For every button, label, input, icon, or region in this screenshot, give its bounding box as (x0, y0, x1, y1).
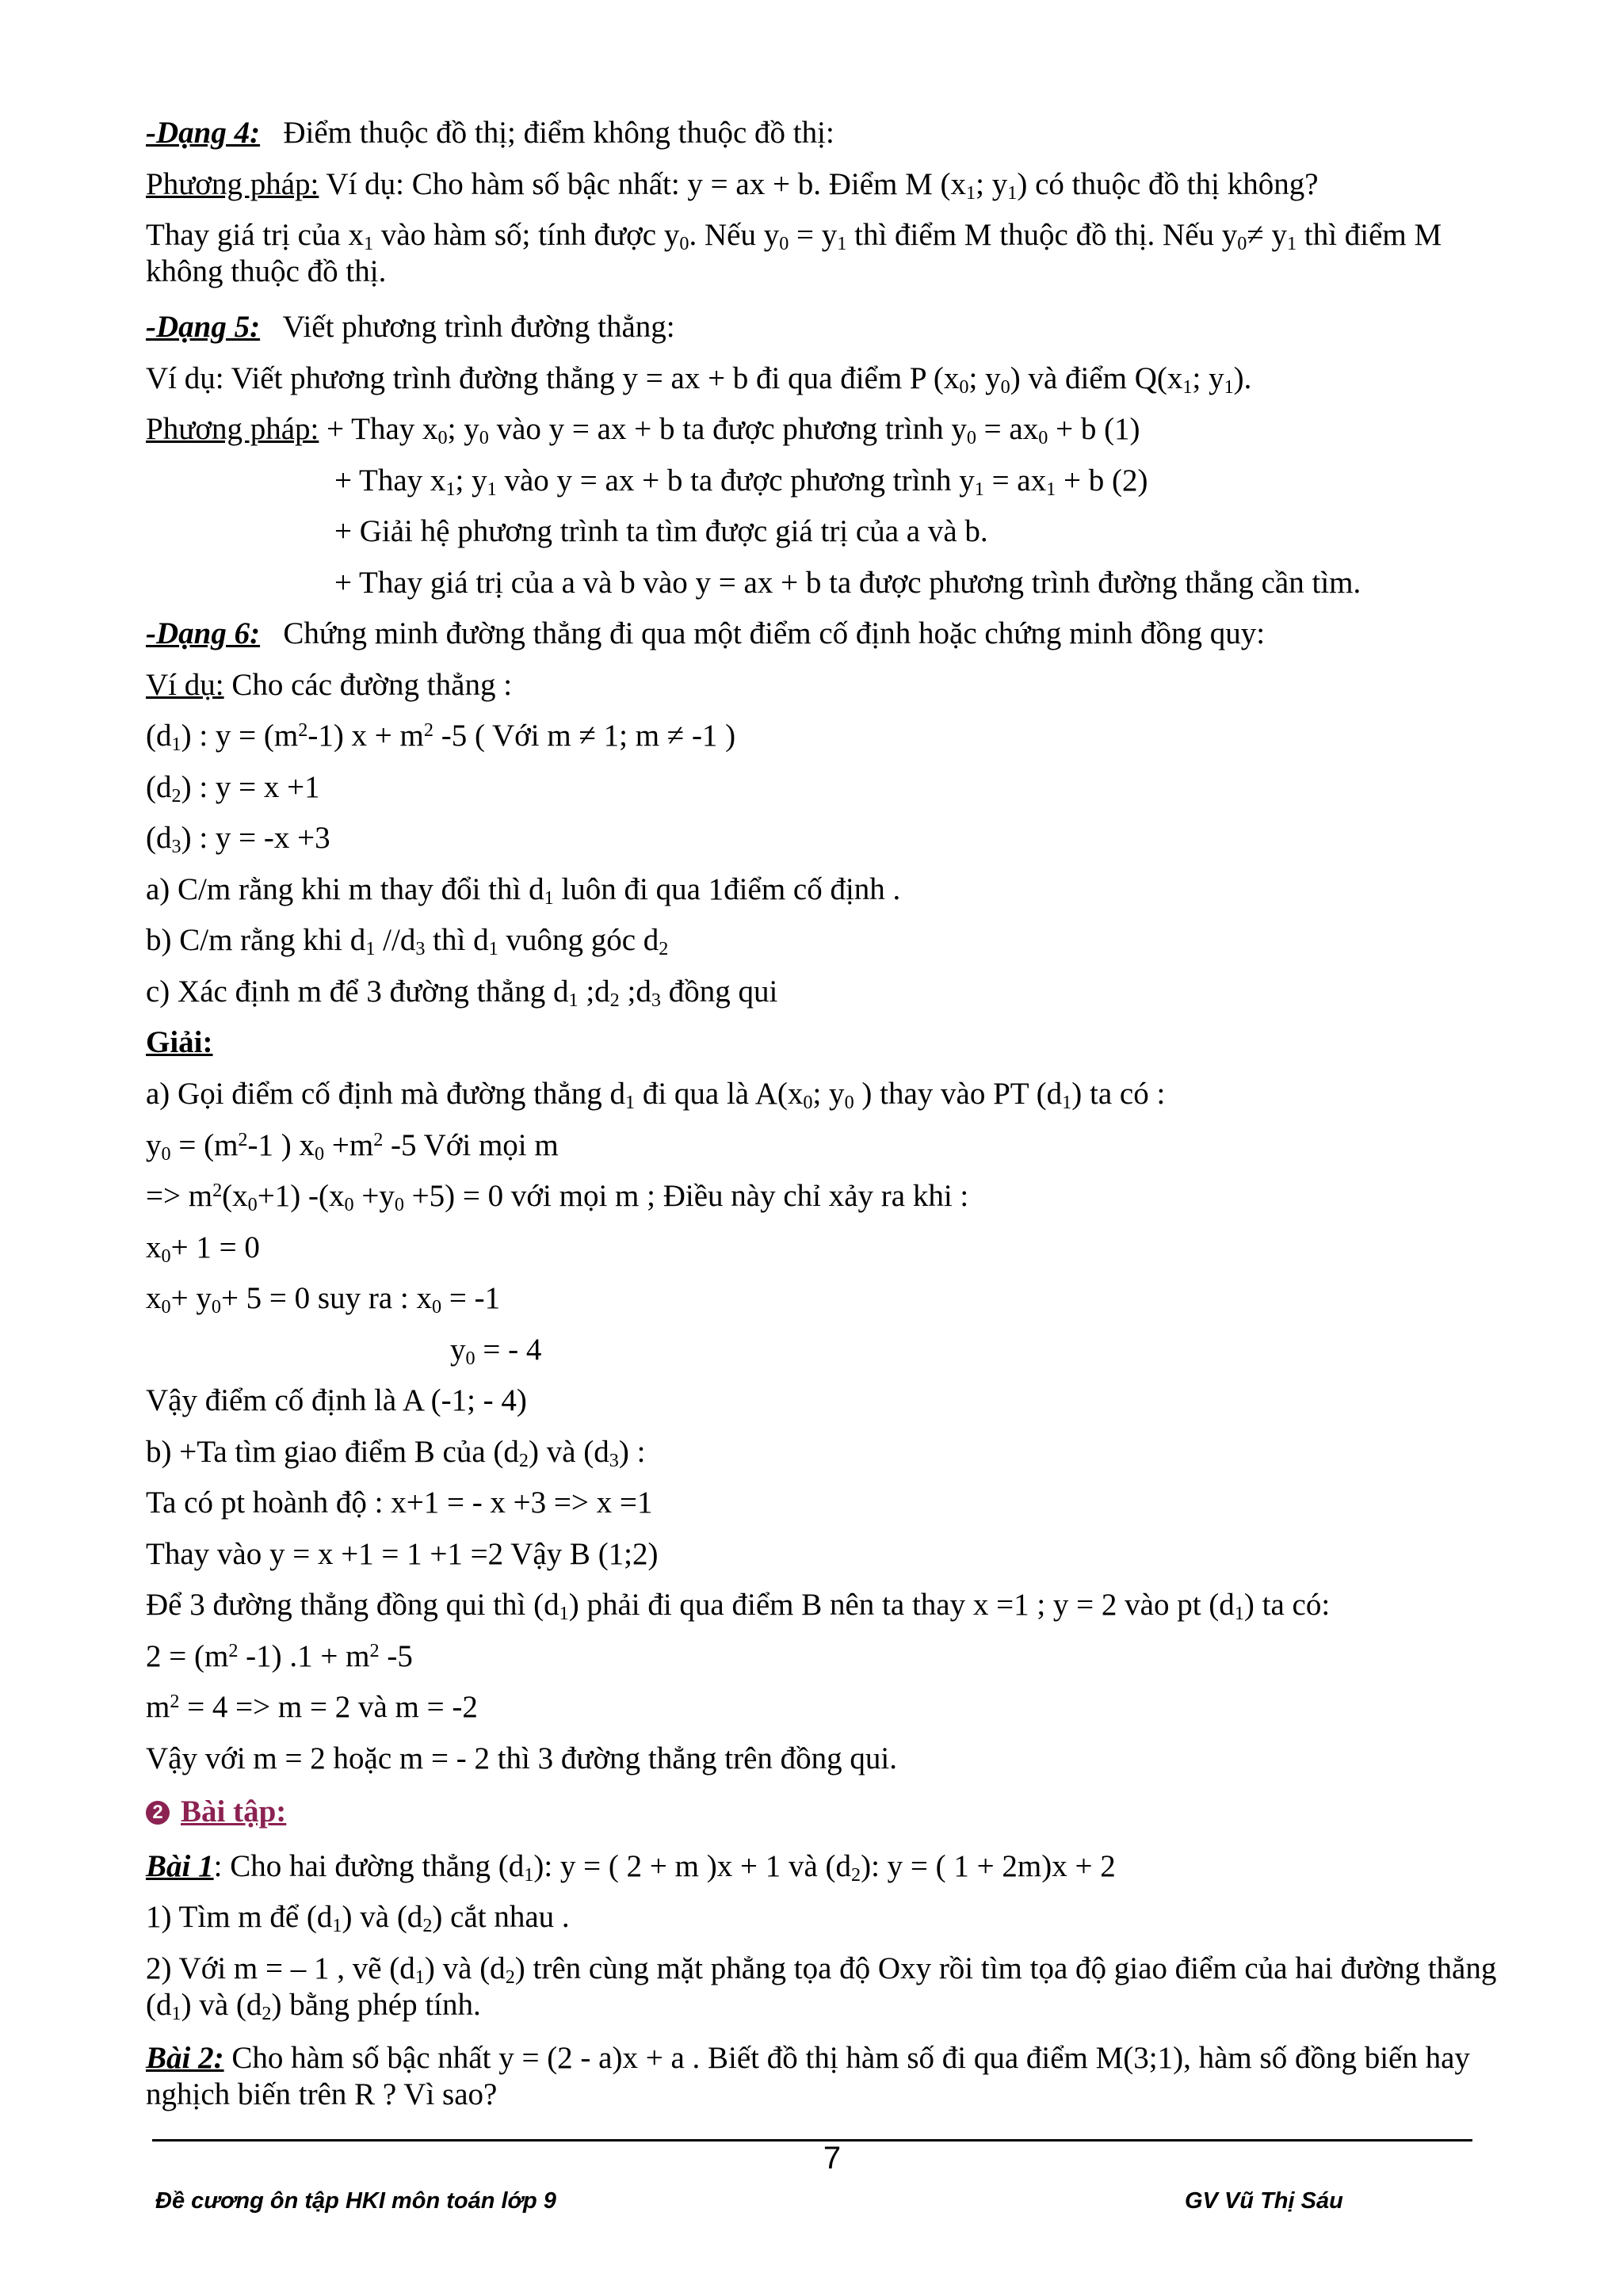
pp4-explanation: Thay giá trị của $x_1$ vào hàm số; tính được $y_0$. Nếu $y_0 = y_1$ thì điểm M thuộc đồ thị. Nếu $y_0\ne y_1$ thì điểm M không thuộc đồ thị. (146, 218, 1442, 288)
number-2-badge: 2 (146, 1801, 170, 1825)
pp4-line: Phương pháp: Ví dụ: Cho hàm số bậc nhất: y = ax + b. Điểm M ($x_1$; $y_1$) có thuộc đồ thị không? (146, 167, 1319, 204)
exercises-heading (146, 1794, 286, 1830)
dang6-text: Chứng minh đường thẳng đi qua một điểm cố định hoặc chứng minh đồng quy: (283, 616, 1266, 650)
bai2-label: Bài 2: (146, 2041, 224, 2075)
solution-line-8: b) +Ta tìm giao điểm B của $(d_2)$ và $(d_3)$ : (146, 1435, 646, 1472)
dang4-label: -Dạng 4: (146, 116, 261, 150)
solution-line-11: Để 3 đường thẳng đồng qui thì $(d_1)$ phải đi qua điểm B nên ta thay x =1 ; y = 2 vào pt $(d_1)$ ta có: (146, 1588, 1331, 1625)
line-d2: $(d_2)$ : y = x +1 (146, 770, 320, 807)
pp5-line-2: + Thay $x_1$; $y_1$ vào y = ax + b ta được phương trình $y_1 = ax_1 + b$ (2) (334, 463, 1148, 501)
pp5-line-4: + Thay giá trị của a và b vào y = ax + b ta được phương trình đường thẳng cần tìm. (334, 566, 1361, 600)
bai1-line: Bài 1: Cho hai đường thẳng $(d_1)$: y = ( 2 + m )x + 1 và $(d_2)$: y = ( 1 + 2m)x + 2 (146, 1849, 1116, 1886)
line-d3: $(d_3)$ : y = -x +3 (146, 821, 330, 858)
dang5-text: Viết phương trình đường thẳng: (282, 310, 675, 344)
vd6-line: Ví dụ: Cho các đường thẳng : (146, 668, 513, 702)
vd5-line: Ví dụ: Viết phương trình đường thẳng y = ax + b đi qua điểm P ($x_0$; $y_0$) và điểm $Q(x_1$; $y_1$). (146, 361, 1252, 399)
page-number: 7 (823, 2141, 842, 2176)
question-c: c) Xác định m để 3 đường thẳng $d_1$ $;d_2$ $;d_3$ đồng qui (146, 974, 778, 1012)
bai1-question-1: 1) Tìm m để $(d_1)$ và $(d_2)$ cắt nhau . (146, 1900, 570, 1937)
solution-line-14: Vậy với m = 2 hoặc m = - 2 thì 3 đường thẳng trên đồng qui. (146, 1741, 897, 1775)
footer-right: GV Vũ Thị Sáu (1185, 2188, 1343, 2214)
vd6-label: Ví dụ: (146, 668, 224, 702)
solution-line-13: $m^2 = 4 => m = 2$ và m = -2 (146, 1690, 478, 1724)
solution-line-2: $y_0 = (m^2-1$ ) $x_0 +m^2$ -5 Với mọi m (146, 1128, 559, 1165)
dang4-text: Điểm thuộc đồ thị; điểm không thuộc đồ thị: (283, 116, 834, 150)
solution-line-9: Ta có pt hoành độ : x+1 = - x +3 => x =1 (146, 1486, 653, 1520)
pp5-line-3: + Giải hệ phương trình ta tìm được giá trị của a và b. (334, 514, 988, 548)
bai1-question-2: 2) Với m = – 1 , vẽ $(d_1)$ và $(d_2)$ trên cùng mặt phẳng tọa độ Oxy rồi tìm tọa độ giao điểm của hai đường thẳng $(d_1)$ và $(d_2)$ bằng phép tính. (146, 1951, 1497, 2025)
question-b: b) C/m rằng khi $d_1$ $//d_3$ thì $d_1$ vuông góc $d_2$ (146, 923, 669, 960)
exercises-title: Bài tập: (181, 1794, 287, 1829)
dang4-line (146, 115, 834, 151)
solution-line-3: => $m^2(x_0+1)$ $-(x_0 +y_0 +5) = 0$ với mọi m ; Điều này chỉ xảy ra khi : (146, 1179, 969, 1216)
question-a: a) C/m rằng khi m thay đổi thì $d_1$ luôn đi qua 1điểm cố định . (146, 872, 901, 910)
footer-left: Đề cương ôn tập HKI môn toán lớp 9 (155, 2188, 556, 2214)
pp5-label: Phương pháp: (146, 412, 319, 446)
line-d1: $(d_1)$ : $y = (m^2-1) x + m^2$ -5 ( Với m ≠ 1; m ≠ -1 ) (146, 719, 736, 756)
dang6-line (146, 616, 1265, 652)
pp5-line-1: Phương pháp: + Thay $x_0$; $y_0$ vào y = ax + b ta được phương trình $y_0 = ax_0 + b$ (1) (146, 412, 1140, 449)
bai1-label: Bài 1 (146, 1849, 214, 1883)
solution-line-7: Vậy điểm cố định là A (-1; - 4) (146, 1383, 527, 1417)
dang5-label: -Dạng 5: (146, 310, 261, 344)
solution-line-6: $y_0$ = - 4 (450, 1333, 542, 1370)
solution-line-4: $x_0+ 1 = 0$ (146, 1230, 260, 1268)
solution-line-10: Thay vào y = x +1 = 1 +1 =2 Vậy B (1;2) (146, 1537, 659, 1571)
solution-heading: Giải: (146, 1025, 213, 1059)
pp4-label: Phương pháp: (146, 167, 319, 201)
solution-line-12: $2 = (m^2$ -1) $.1 + m^2$ -5 (146, 1639, 413, 1673)
dang5-line (146, 309, 675, 345)
solution-line-1: a) Gọi điểm cố định mà đường thẳng $d_1$ đi qua là $A(x_0$; $y_0$ ) thay vào PT $(d_1)$ ta có : (146, 1077, 1166, 1114)
dang6-label: -Dạng 6: (146, 616, 261, 650)
solution-line-5: $x_0+ y_0+ 5 = 0$ suy ra : $x_0 = -1$ (146, 1281, 501, 1318)
bai2-line: Bài 2: Cho hàm số bậc nhất y = (2 - a)x + a . Biết đồ thị hàm số đi qua điểm M(3;1), hàm số đồng biến hay nghịch biến trên R ? Vì sao? (146, 2041, 1470, 2111)
